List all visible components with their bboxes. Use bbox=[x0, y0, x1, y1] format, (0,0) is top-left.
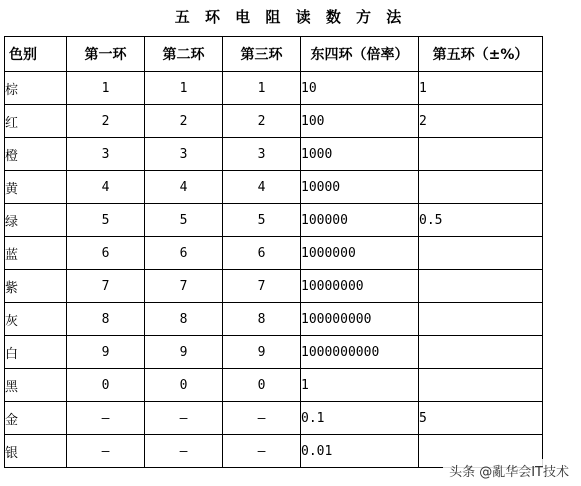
cell-band-3: — bbox=[223, 402, 301, 435]
watermark: 头条 @亂华会IT技术 bbox=[443, 459, 575, 482]
cell-band-3: — bbox=[223, 435, 301, 468]
cell-band-3: 7 bbox=[223, 270, 301, 303]
cell-color: 绿 bbox=[5, 204, 67, 237]
cell-band-2: 7 bbox=[145, 270, 223, 303]
table-row bbox=[5, 105, 543, 138]
table-row bbox=[5, 171, 543, 204]
cell-band-1: 5 bbox=[67, 204, 145, 237]
cell-band-2: 6 bbox=[145, 237, 223, 270]
cell-band-2: 1 bbox=[145, 72, 223, 105]
cell-band-2: — bbox=[145, 435, 223, 468]
cell-multiplier: 100000 bbox=[301, 204, 419, 237]
cell-multiplier: 1000000 bbox=[301, 237, 419, 270]
cell-band-1: 7 bbox=[67, 270, 145, 303]
cell-band-3: 2 bbox=[223, 105, 301, 138]
table-row bbox=[5, 138, 543, 171]
cell-band-2: 3 bbox=[145, 138, 223, 171]
header-color: 色别 bbox=[5, 37, 67, 72]
cell-tolerance: 0.5 bbox=[419, 204, 543, 237]
table-row bbox=[5, 402, 543, 435]
cell-band-1: 9 bbox=[67, 336, 145, 369]
cell-color: 黑 bbox=[5, 369, 67, 402]
cell-multiplier: 100000000 bbox=[301, 303, 419, 336]
cell-color: 橙 bbox=[5, 138, 67, 171]
header-band-2: 第二环 bbox=[145, 37, 223, 72]
cell-band-3: 5 bbox=[223, 204, 301, 237]
cell-band-3: 3 bbox=[223, 138, 301, 171]
table-row bbox=[5, 369, 543, 402]
resistor-color-table bbox=[4, 36, 543, 468]
table-header-row bbox=[5, 37, 543, 72]
table-row bbox=[5, 270, 543, 303]
cell-band-2: 2 bbox=[145, 105, 223, 138]
cell-band-1: 8 bbox=[67, 303, 145, 336]
header-band-3: 第三环 bbox=[223, 37, 301, 72]
cell-tolerance bbox=[419, 237, 543, 270]
header-band-1: 第一环 bbox=[67, 37, 145, 72]
cell-color: 金 bbox=[5, 402, 67, 435]
cell-color: 棕 bbox=[5, 72, 67, 105]
cell-band-2: 8 bbox=[145, 303, 223, 336]
table-row bbox=[5, 72, 543, 105]
cell-multiplier: 100 bbox=[301, 105, 419, 138]
cell-tolerance: 1 bbox=[419, 72, 543, 105]
cell-band-1: — bbox=[67, 435, 145, 468]
cell-band-2: 9 bbox=[145, 336, 223, 369]
cell-band-3: 0 bbox=[223, 369, 301, 402]
cell-tolerance bbox=[419, 303, 543, 336]
cell-band-3: 8 bbox=[223, 303, 301, 336]
cell-tolerance: 5 bbox=[419, 402, 543, 435]
page-title: 五 环 电 阻 读 数 方 法 bbox=[174, 8, 407, 26]
cell-band-1: 6 bbox=[67, 237, 145, 270]
cell-band-2: 5 bbox=[145, 204, 223, 237]
cell-color: 银 bbox=[5, 435, 67, 468]
cell-band-3: 4 bbox=[223, 171, 301, 204]
cell-band-1: — bbox=[67, 402, 145, 435]
cell-tolerance bbox=[419, 171, 543, 204]
cell-band-1: 0 bbox=[67, 369, 145, 402]
cell-band-2: 0 bbox=[145, 369, 223, 402]
cell-multiplier: 10 bbox=[301, 72, 419, 105]
table-row bbox=[5, 336, 543, 369]
cell-color: 灰 bbox=[5, 303, 67, 336]
header-band-4-multiplier: 东四环（倍率） bbox=[301, 37, 419, 72]
cell-band-2: — bbox=[145, 402, 223, 435]
cell-tolerance bbox=[419, 138, 543, 171]
cell-multiplier: 0.01 bbox=[301, 435, 419, 468]
cell-color: 红 bbox=[5, 105, 67, 138]
cell-band-3: 9 bbox=[223, 336, 301, 369]
table-row bbox=[5, 303, 543, 336]
cell-tolerance bbox=[419, 270, 543, 303]
cell-band-1: 2 bbox=[67, 105, 145, 138]
cell-multiplier: 1 bbox=[301, 369, 419, 402]
cell-color: 紫 bbox=[5, 270, 67, 303]
cell-band-1: 4 bbox=[67, 171, 145, 204]
cell-color: 黄 bbox=[5, 171, 67, 204]
table-row bbox=[5, 204, 543, 237]
cell-tolerance: 2 bbox=[419, 105, 543, 138]
cell-multiplier: 10000000 bbox=[301, 270, 419, 303]
cell-tolerance bbox=[419, 336, 543, 369]
cell-multiplier: 1000000000 bbox=[301, 336, 419, 369]
cell-multiplier: 10000 bbox=[301, 171, 419, 204]
cell-tolerance bbox=[419, 369, 543, 402]
cell-multiplier: 1000 bbox=[301, 138, 419, 171]
header-band-5-tolerance: 第五环（±%） bbox=[419, 37, 543, 72]
cell-color: 白 bbox=[5, 336, 67, 369]
cell-band-3: 1 bbox=[223, 72, 301, 105]
cell-multiplier: 0.1 bbox=[301, 402, 419, 435]
table-row bbox=[5, 237, 543, 270]
cell-band-1: 3 bbox=[67, 138, 145, 171]
cell-band-3: 6 bbox=[223, 237, 301, 270]
cell-color: 蓝 bbox=[5, 237, 67, 270]
cell-band-1: 1 bbox=[67, 72, 145, 105]
cell-band-2: 4 bbox=[145, 171, 223, 204]
